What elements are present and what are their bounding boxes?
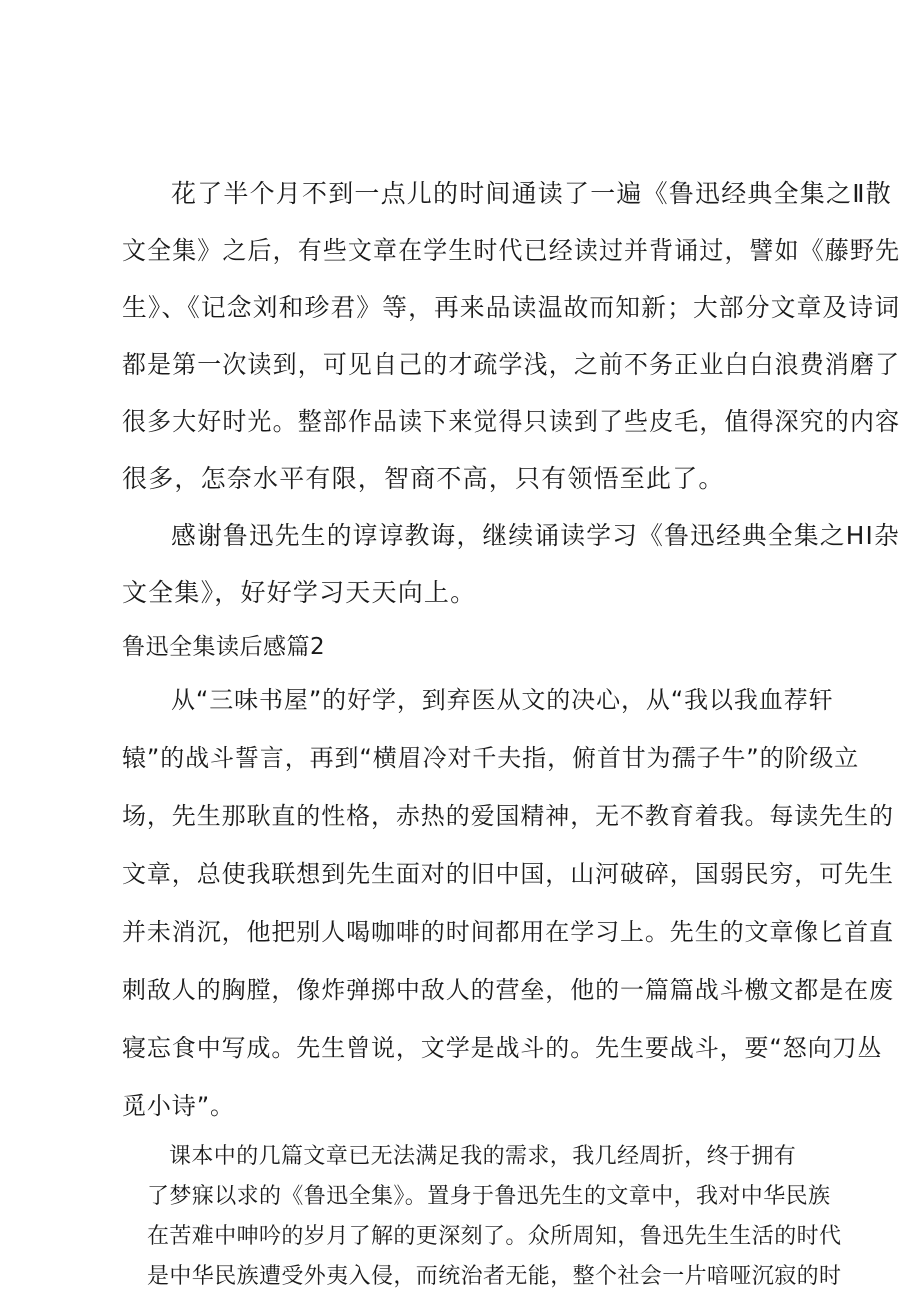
paragraph-2-line-2: 文全集》，好好学习天天向上。 xyxy=(122,578,477,607)
paragraph-3-line-7: 寝忘食中写成。先生曾说，文学是战斗的。先生要战斗，要“怒向刀丛 xyxy=(122,1034,883,1062)
paragraph-3-line-1: 从“三味书屋”的好学，到弃医从文的决心，从“我以我血荐轩 xyxy=(171,686,834,714)
paragraph-1-line-2: 文全集》之后，有些文章在学生时代已经读过并背诵过，譬如《藤野先 xyxy=(122,236,901,265)
paragraph-3-line-2: 辕”的战斗誓言，再到“横眉冷对千夫指，俯首甘为孺子牛”的阶级立 xyxy=(122,744,860,772)
paragraph-3-line-5: 并未消沉，他把别人喝咖啡的时间都用在学习上。先生的文章像匕首直 xyxy=(122,918,894,946)
paragraph-1-line-4: 都是第一次读到，可见自己的才疏学浅，之前不务正业白白浪费消磨了 xyxy=(122,350,901,379)
paragraph-1-line-1: 花了半个月不到一点儿的时间通读了一遍《鲁迅经典全集之Ⅱ散 xyxy=(171,179,892,208)
paragraph-4-line-3: 在苦难中呻吟的岁月了解的更深刻了。众所周知，鲁迅先生生活的时代 xyxy=(147,1224,842,1249)
section-heading: 鲁迅全集读后感篇2 xyxy=(122,634,326,660)
paragraph-3-line-8: 觅小诗”。 xyxy=(122,1092,235,1120)
paragraph-1-line-3: 生》、《记念刘和珍君》等，再来品读温故而知新；大部分文章及诗词 xyxy=(122,293,901,322)
paragraph-1-line-6: 很多，怎奈水平有限，智商不高，只有领悟至此了。 xyxy=(122,464,725,493)
paragraph-4-line-1: 课本中的几篇文章已无法满足我的需求，我几经周折，终于拥有 xyxy=(169,1144,797,1169)
paragraph-3-line-4: 文章，总使我联想到先生面对的旧中国，山河破碎，国弱民穷，可先生 xyxy=(122,860,894,888)
paragraph-2-line-1: 感谢鲁迅先生的谆谆教诲，继续诵读学习《鲁迅经典全集之HI杂 xyxy=(171,521,900,550)
paragraph-3-line-3: 场，先生那耿直的性格，赤热的爱国精神，无不教育着我。每读先生的 xyxy=(122,802,894,830)
paragraph-3-line-6: 刺敌人的胸膛，像炸弹掷中敌人的营垒，他的一篇篇战斗檄文都是在废 xyxy=(122,976,894,1004)
paragraph-1-line-5: 很多大好时光。整部作品读下来觉得只读到了些皮毛，值得深究的内容 xyxy=(122,407,901,436)
paragraph-4-line-4: 是中华民族遭受外夷入侵，而统治者无能，整个社会一片喑哑沉寂的时 xyxy=(147,1264,842,1289)
paragraph-4-line-2: 了梦寐以求的《鲁迅全集》。置身于鲁迅先生的文章中，我对中华民族 xyxy=(147,1184,831,1209)
